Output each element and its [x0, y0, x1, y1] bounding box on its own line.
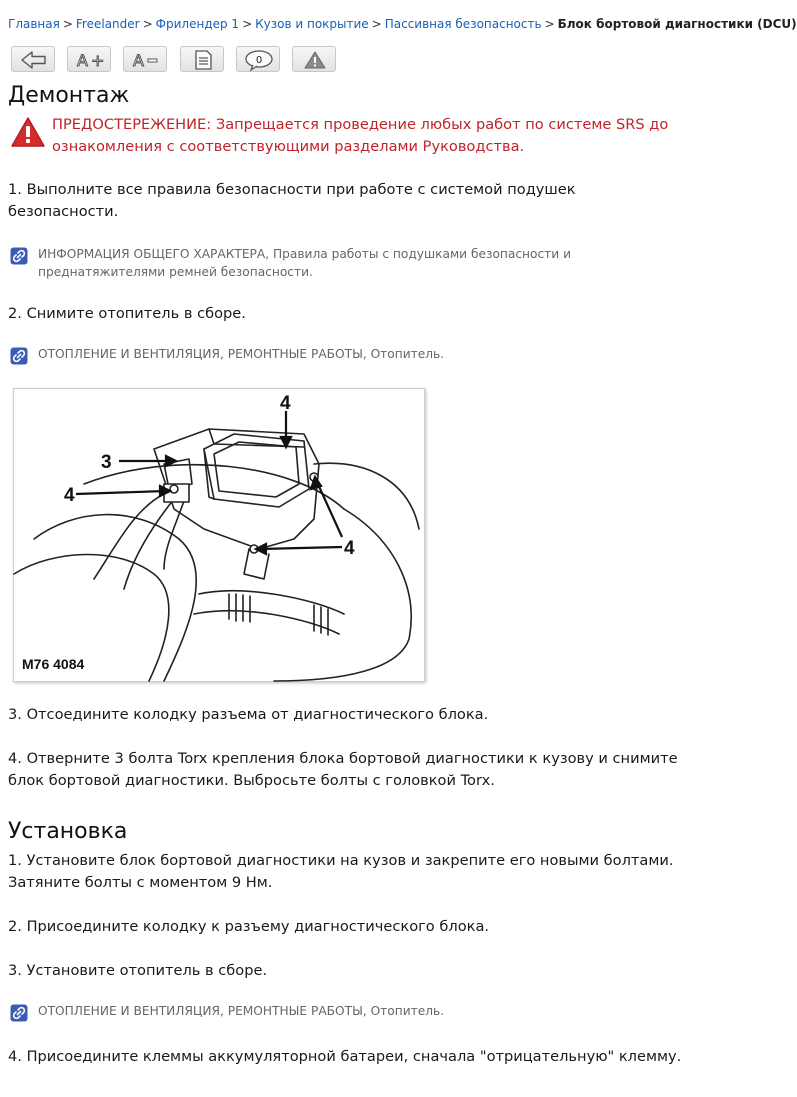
breadcrumb-current: Блок бортовой диагностики (DCU) — [557, 17, 797, 31]
breadcrumb-separator: > — [62, 17, 73, 31]
reference-text — [38, 345, 690, 363]
back-button[interactable] — [11, 46, 55, 72]
link-icon — [10, 347, 28, 365]
callout-4-top: 4 — [280, 393, 291, 414]
report-button[interactable] — [292, 46, 336, 72]
reference-link[interactable]: ИНФОРМАЦИЯ ОБЩЕГО ХАРАКТЕРА — [38, 247, 266, 261]
removal-step-4: 4. Отверните 3 болта Torx крепления блока бортовой диагностики к кузову и снимите блок бортовой диагностики. Выбросьте болты с головкой Torx. — [8, 750, 678, 789]
font-decrease-icon — [124, 47, 168, 73]
font-increase-icon — [68, 47, 112, 73]
back-arrow-icon — [12, 47, 56, 73]
breadcrumb-link-home[interactable]: Главная — [8, 17, 60, 31]
reference-text — [38, 1002, 690, 1020]
breadcrumb-separator: > — [242, 17, 253, 31]
reference-airbag-rules — [10, 245, 690, 281]
document-icon — [181, 47, 225, 73]
comments-button[interactable] — [236, 46, 280, 72]
svg-text:+: + — [91, 51, 105, 70]
reference-topic: , Отопитель. — [362, 1004, 445, 1018]
removal-heading: Демонтаж — [8, 83, 130, 108]
installation-heading: Установка — [8, 819, 128, 844]
reference-topic: , Правила работы с подушками безопасности и преднатяжителями ремней безопасности. — [38, 247, 571, 279]
breadcrumb-link-freelander[interactable]: Freelander — [75, 17, 140, 31]
callout-3: 3 — [101, 452, 112, 473]
removal-step-3: 3. Отсоедините колодку разъема от диагностического блока. — [8, 706, 489, 723]
breadcrumb-separator: > — [142, 17, 153, 31]
reference-heater-install — [10, 1002, 690, 1020]
reference-topic: , Отопитель. — [362, 347, 445, 361]
svg-text:A: A — [77, 51, 88, 70]
installation-step-1: 1. Установите блок бортовой диагностики на кузов и закрепите его новыми болтами. Затяните болты с моментом 9 Нм. — [8, 852, 674, 891]
diagram-drawing — [14, 389, 424, 681]
font-decrease-button[interactable] — [123, 46, 167, 72]
figure-code: M76 4084 — [22, 656, 85, 672]
srs-warning — [10, 114, 690, 158]
installation-step-2: 2. Присоедините колодку к разъему диагностического блока. — [8, 918, 490, 935]
breadcrumb — [8, 16, 797, 32]
comment-icon — [237, 47, 281, 73]
installation-step-4: 4. Присоедините клеммы аккумуляторной батареи, сначала "отрицательную" клемму. — [8, 1048, 682, 1065]
svg-text:A: A — [133, 51, 144, 70]
comment-count: 0 — [255, 55, 263, 66]
breadcrumb-link-body[interactable]: Кузов и покрытие — [255, 17, 369, 31]
removal-step-1: 1. Выполните все правила безопасности при работе с системой подушек безопасности. — [8, 181, 576, 220]
warning-triangle-icon — [10, 116, 46, 148]
reference-text — [38, 245, 690, 281]
callout-4-right: 4 — [344, 538, 355, 559]
breadcrumb-link-passive-safety[interactable]: Пассивная безопасность — [384, 17, 542, 31]
reference-link[interactable]: ОТОПЛЕНИЕ И ВЕНТИЛЯЦИЯ, РЕМОНТНЫЕ РАБОТЫ — [38, 1004, 363, 1018]
reference-link[interactable]: ОТОПЛЕНИЕ И ВЕНТИЛЯЦИЯ, РЕМОНТНЫЕ РАБОТЫ — [38, 347, 363, 361]
breadcrumb-separator: > — [544, 17, 555, 31]
breadcrumb-link-freelander-1[interactable]: Фрилендер 1 — [155, 17, 240, 31]
print-button[interactable] — [180, 46, 224, 72]
link-icon — [10, 1004, 28, 1022]
callout-4-left: 4 — [64, 485, 75, 506]
installation-step-3: 3. Установите отопитель в сборе. — [8, 962, 268, 979]
removal-step-2: 2. Снимите отопитель в сборе. — [8, 305, 246, 322]
warning-text: ПРЕДОСТЕРЕЖЕНИЕ: Запрещается проведение любых работ по системе SRS до ознакомления с соответствующими разделами Руководства. — [52, 116, 669, 155]
warning-icon — [293, 47, 337, 73]
link-icon — [10, 247, 28, 265]
breadcrumb-separator: > — [371, 17, 382, 31]
dcu-location-diagram — [13, 388, 425, 682]
font-increase-button[interactable] — [67, 46, 111, 72]
reference-heater — [10, 345, 690, 363]
